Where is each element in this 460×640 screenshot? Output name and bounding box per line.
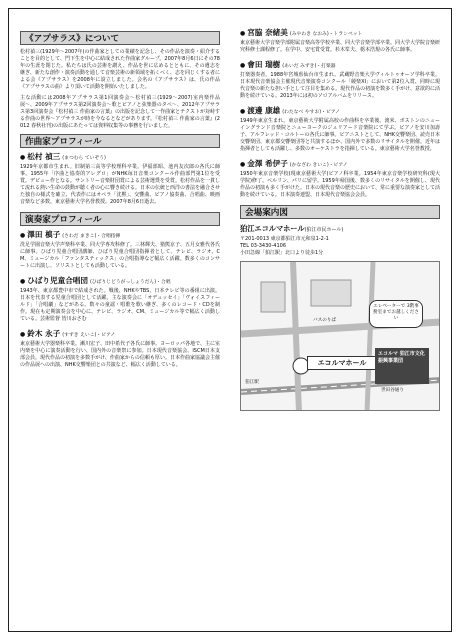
map-callout: エレベーターで 3階事務室までお越しください [369, 300, 423, 328]
name-role: ピアノ [101, 333, 116, 338]
venue-heading: 会場案内図 [240, 205, 440, 219]
venue-phone: TEL 03-3430-4106 [240, 243, 287, 249]
person-name [240, 159, 440, 171]
person-bio: 洗足学園音楽大学声楽科卒業、同大学専攻科修了。三林輝夫、猪熊京子、五月女雅代各氏に師事。ひばり児童合唱団講師、ひばり児童合唱団指揮者として、テレビ、ラジオ、CM、ミュージカル「ファンタスティックス」の合唱指導など幅広く活躍。数多くのコンサートに出演し、ソリストとしても活動している。 [20, 242, 220, 269]
person-name [20, 329, 220, 341]
venue-map [240, 261, 440, 411]
name-reading: (さわだ まきこ) [62, 234, 97, 239]
composer-heading: 作曲家プロフィール [20, 134, 220, 148]
name-role: 合唱 [160, 280, 171, 285]
role-sep: ・ [156, 280, 161, 285]
venue-address-line: 〒201-0013 東京都狛江市元和泉1-2-1 [240, 236, 329, 242]
bullet-icon: ● [20, 278, 26, 285]
name-text: 會田 瑞樹 [247, 60, 281, 69]
name-role: ピアノ [333, 163, 348, 168]
person-bio: 1950年東京音楽学校(現東京藝術大学)ピアノ科卒業。1954年東京音楽学校研究科(現大学院)修了。ベルリン、パリに留学。1959年帰国後、数多くのリサイタルを開催し、現代作品の初演も多く手がけた。日本の現代音楽の歴史において、常に重要な演奏家として活動を続けている。日本演奏連盟、日本現代音楽協会会員。 [240, 171, 440, 198]
venue-access: 小田急線「狛江駅」北口より徒歩1分 [240, 250, 324, 256]
map-station-label: 狛江駅 [245, 380, 259, 385]
name-text: 金澤 希伊子 [247, 159, 288, 168]
composer-profile [20, 152, 220, 206]
bullet-icon: ● [20, 232, 26, 239]
role-sep: ・ [96, 333, 102, 338]
name-role: ピアノ [325, 110, 340, 115]
performer-profile [20, 276, 220, 323]
map-building-label: エコルマ 狛江市文化振興事業団 [375, 348, 429, 384]
venue-name-text: 狛江エコルマホール [240, 224, 305, 233]
venue-name-sub: (狛江市民ホール) [304, 227, 344, 233]
name-text: 澤田 槙子 [27, 230, 61, 239]
bullet-icon: ● [20, 331, 26, 338]
venue-name [240, 223, 440, 236]
name-reading: (すずき えいこ) [62, 333, 97, 338]
about-paragraph-2: 主な活動には2008年アプサラス第1回演奏会〜松村禎三(1929〜2007)室内楽作品展〜、2009年アプサラス第2回演奏会〜歌とピアノと弦楽器のタベ〜、2012年アプサラス第3回演奏会『松村禎三 作曲家の言葉』の出版を記念して一作曲家とテクストが対峙する作曲の世界〜アプサラスが時を今なるとなどがあります。『松村禎三 作曲家の言葉』(2012 春秋社刊)の出版にあたっては資料収集等の事務を行いました。 [20, 95, 220, 129]
name-role: 合唱指揮 [101, 234, 121, 239]
name-text: 松村 禎三 [27, 152, 61, 161]
person-name [240, 106, 440, 118]
performer-profile [20, 230, 220, 270]
person-bio: 1943年、東京都豊中市で結成された。戦後、NHKやTBS、日本テレビ等の番組に出演。日本を代表する児童合唱団として活躍。主な演奏会に「オデュッセイ」「ヴォイスフィールド」「合唱劇」などがある。数々の童謡・唱歌を歌い継ぎ、多くのレコード・CDを制作。現在も定期演奏会を中心に、テレビ、ラジオ、CM、ミュージカル等で幅広く活動している。芸術監督 皆川おさむ [20, 288, 220, 322]
performers-heading: 演奏家プロフィール [20, 212, 220, 226]
bullet-icon: ● [240, 161, 246, 168]
map-street-label: 世田谷通り [381, 388, 404, 393]
map-bus-label: バスのりば [313, 318, 336, 323]
name-text: ひばり児童合唱団 [27, 276, 88, 285]
performer-profile [240, 60, 440, 100]
performer-profile [240, 106, 440, 153]
right-column [240, 28, 440, 624]
person-bio: 東京藝術大学器楽科卒業。瀬川宏子、田中希代子各氏に師事。ヨーロッパ各地で、主に室内楽を中心に演奏活動を行い、国内外の音楽祭に参加。日本現代音楽協会、ISCM日本支部会員。現代作品の初演を多数手がけ、作曲家からの信頼も厚い。日本作曲家協議会主催の作品展への出演、NHK交響楽団との共演など、幅広く活動している。 [20, 341, 220, 368]
bullet-icon: ● [240, 108, 246, 115]
name-role: トランペット [333, 32, 363, 37]
about-heading: 《アプサラス》について [20, 31, 220, 45]
person-name [20, 152, 220, 164]
performer-profile [20, 329, 220, 369]
name-text: 宮脇 奈緒美 [247, 28, 288, 37]
about-paragraph-1: 松村禎三(1929年〜2007年)の作曲家としての業績を記念し、その作品を演奏・紹介することを目的として、門下生を中心に結成された作曲家グループ。2007年8月6日にその78年の生涯を閉じた。私たちは氏の芸術を讃え、作品を世に広めるとともに、その遺志を継ぎ、新たな創作・演奏活動を通して音楽芸術の新領域を拓くべく、志を同じくする者による会《アプサラス》を2008年に設立しました。会名の《アプサラス》は、氏の作品《アプサラスの曲》より頂いて活動を開始いたしました。 [20, 49, 220, 90]
name-reading: (かなざわ きいこ) [289, 163, 329, 168]
person-name [20, 276, 220, 288]
map-roads [241, 262, 440, 411]
bullet-icon: ● [240, 30, 246, 37]
person-bio: 1949年東京生まれ。東京藝術大学附属高校の作曲科を卒業後、渡米、ボストンのニューイングランド音楽院とニューヨークのジュリアード音楽院にて学ぶ。ピアノを安川加壽子、アルフレッド・コルトーの各氏に師事。ピアニストとして、NHK交響楽団、読売日本交響楽団、東京都交響楽団等と共演するほか、国内外で多数のリサイタルを開催。近年は指揮者としても活躍し、多数のオーケストラを指揮している。東京藝術大学名誉教授。 [240, 118, 440, 152]
role-sep: ・ [96, 234, 102, 239]
name-reading: (まつむら ていぞう) [62, 156, 106, 161]
person-bio: 打楽器奏者。1988年宮城県仙台市生まれ。武蔵野音楽大学ヴィルトゥオーソ学科卒業。日本現代音楽協会主催現代音楽演奏コンクール「競楽XI」において第2位入賞、同時に現代音楽の新たな担い手として注目を集める。現代作品の初演を数多く手がけ、意欲的に活動を続けている。2013年には初のソロアルバムをリリース。 [240, 72, 440, 99]
person-name [20, 230, 220, 242]
map-hall-label: エコルマホール [307, 356, 377, 370]
name-text: 渡邊 康雄 [247, 106, 281, 115]
person-bio: 東京藝術大学音楽学部附属音楽高等学校卒業、同大学音楽学部卒業。同大学大学院音楽研究科修士課程修了。在学中、安宅賞受賞。杉木峯夫、栃本浩規の各氏に師事。 [240, 40, 440, 53]
bullet-icon: ● [20, 154, 26, 161]
performer-profile [240, 159, 440, 199]
performer-profile [240, 28, 440, 54]
role-sep: ・ [316, 64, 322, 69]
person-bio: 1929年京都市生まれ。旧制第三高等学校理科卒業。伊福部昭、池内友次郎の各氏に師事。1955年「序曲と協奏的アレグロ」がNHK毎日音楽コンクール作曲部門第1位を受賞。デビュー作となる。サントリー音楽財団賞による芸術選奨を受賞。松村作品を一貫して流れる熱い生命の鼓動が聴く者の心に響き続ける。日本の伝統と西洋の書法を融合させた独自の様式を確立、代表作にはオペラ「沈黙」、交響曲、ピアノ協奏曲、合唱曲、映画音楽など多数。東京藝術大学名誉教授。2007年8月6日逝去。 [20, 164, 220, 205]
person-name [240, 60, 440, 72]
role-sep: ・ [328, 163, 334, 168]
name-text: 鈴木 永子 [27, 329, 61, 338]
name-role: 打楽器 [321, 64, 336, 69]
left-column [20, 28, 220, 624]
bullet-icon: ● [240, 62, 246, 69]
role-sep: ・ [321, 110, 326, 115]
name-reading: (みやわき なおみ) [289, 32, 329, 37]
role-sep: ・ [328, 32, 334, 37]
venue-info [240, 223, 440, 411]
name-reading: (ひばりじどうがっしょうだん) [90, 280, 157, 285]
name-reading: (わたなべ やすお) [282, 110, 322, 115]
person-name [240, 28, 440, 40]
name-reading: (あいだ みずき) [282, 64, 317, 69]
